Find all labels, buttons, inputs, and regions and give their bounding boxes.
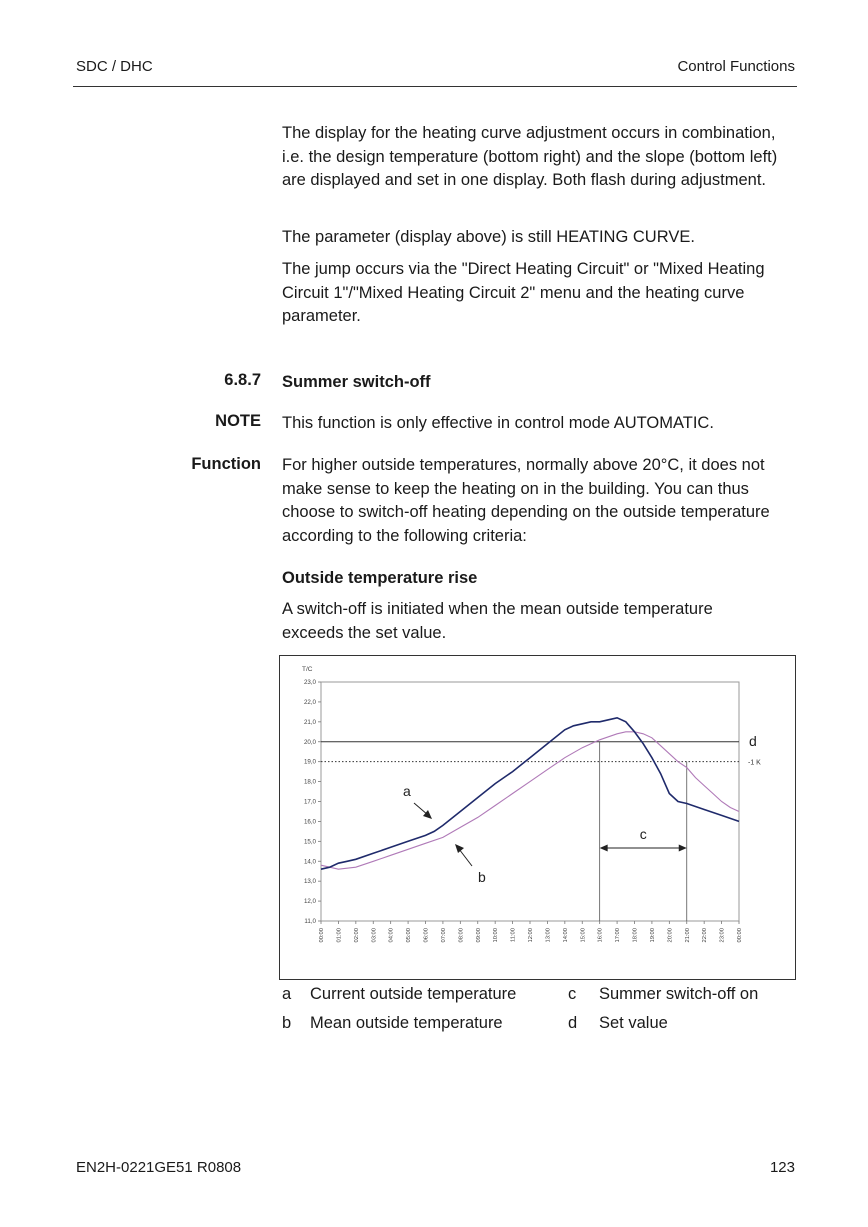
chart-figure: [279, 655, 796, 980]
y-tick-label: 22,0: [303, 698, 316, 706]
x-tick-label: 09:00: [475, 928, 482, 943]
note-label: NOTE: [215, 412, 261, 430]
legend-key-a: a: [282, 985, 292, 1003]
x-tick-label: 17:00: [615, 928, 622, 943]
x-tick-label: 08:00: [458, 928, 465, 943]
x-tick-label: 22:00: [702, 928, 709, 943]
threshold-label: -1 K: [748, 759, 761, 767]
legend-text-a: Current outside temperature: [310, 985, 517, 1003]
x-tick-label: 01:00: [336, 928, 343, 943]
legend-text-b: Mean outside temperature: [310, 1014, 503, 1032]
function-text: For higher outside temperatures, normally above 20°C, it does not make sense to keep the heating on in the building. You can thus choose to switch-off heating depending on the outside temperature according to the following criteria:: [282, 456, 770, 545]
y-tick-label: 18,0: [303, 778, 316, 786]
legend-text-d: Set value: [599, 1014, 668, 1032]
y-tick-label: 14,0: [303, 858, 316, 866]
x-tick-label: 19:00: [649, 928, 656, 943]
note-text: This function is only effective in control mode AUTOMATIC.: [282, 414, 714, 432]
x-tick-label: 18:00: [632, 928, 639, 943]
x-tick-label: 00:00: [319, 928, 325, 943]
function-label: Function: [191, 455, 261, 473]
page-number: 123: [769, 1159, 795, 1176]
switch-off-arrowhead-right: [679, 845, 687, 852]
annotation-arrow-b: [459, 849, 472, 866]
x-tick-label: 07:00: [440, 928, 447, 943]
header-chapter: Control Functions: [677, 58, 795, 75]
legend-text-c: Summer switch-off on: [599, 985, 759, 1003]
x-tick-label: 12:00: [528, 928, 534, 943]
x-tick-label: 02:00: [353, 928, 360, 943]
y-tick-label: 20,0: [303, 738, 316, 746]
x-tick-label: 13:00: [545, 928, 552, 943]
x-tick-label: 15:00: [580, 928, 587, 943]
header-doc-id: SDC / DHC: [76, 58, 153, 75]
x-tick-label: 11:00: [510, 928, 517, 943]
x-tick-label: 03:00: [371, 928, 378, 943]
subsection-title: Outside temperature rise: [282, 569, 478, 587]
annotation-label-a: a: [403, 783, 411, 799]
section-title: Summer switch-off: [282, 373, 431, 391]
annotation-arrowhead-b: [455, 844, 464, 853]
x-tick-label: 21:00: [684, 928, 691, 943]
plot-frame: [321, 682, 739, 921]
y-tick-label: 11,0: [304, 918, 316, 925]
header-rule: [73, 86, 797, 87]
y-tick-label: 15,0: [303, 838, 316, 846]
intro-paragraph-3: The jump occurs via the "Direct Heating Circuit" or "Mixed Heating Circuit 1"/"Mixed Heating Circuit 2" menu and the heating curve parameter.: [282, 260, 765, 325]
intro-paragraph-2: The parameter (display above) is still HEATING CURVE.: [282, 228, 695, 246]
section-number: 6.8.7: [224, 371, 261, 389]
footer-doc-code: EN2H-0221GE51 R0808: [76, 1159, 242, 1176]
legend-key-c: c: [568, 985, 577, 1003]
y-axis-label: T/C: [302, 666, 313, 673]
intro-paragraph-1: The display for the heating curve adjustment occurs in combination, i.e. the design temperature (bottom right) and the slope (bottom left) are displayed and set in one display. Both flash during adjustment.: [282, 124, 778, 189]
set-value-label: d: [749, 732, 757, 749]
annotation-label-b: b: [478, 869, 486, 885]
series-line-a: [321, 718, 739, 869]
x-tick-label: 05:00: [406, 928, 413, 943]
x-tick-label: 04:00: [388, 928, 395, 943]
temperature-chart: [280, 656, 795, 979]
x-tick-label: 00:00: [737, 928, 743, 943]
y-tick-label: 17,0: [303, 798, 316, 806]
y-tick-label: 23,0: [303, 679, 316, 686]
legend-key-d: d: [568, 1014, 578, 1032]
x-tick-label: 23:00: [719, 928, 726, 943]
x-tick-label: 16:00: [597, 928, 604, 943]
y-tick-label: 16,0: [303, 818, 316, 826]
x-tick-label: 20:00: [667, 928, 674, 943]
y-tick-label: 12,0: [303, 898, 316, 906]
y-tick-label: 13,0: [303, 878, 316, 886]
subsection-text: A switch-off is initiated when the mean outside temperature exceeds the set value.: [282, 600, 713, 642]
y-tick-label: 19,0: [303, 758, 316, 766]
x-tick-label: 10:00: [493, 928, 500, 943]
x-tick-label: 14:00: [562, 928, 569, 943]
legend-key-b: b: [282, 1014, 292, 1032]
switch-off-arrowhead-left: [600, 845, 608, 852]
y-tick-label: 21,0: [303, 718, 316, 726]
x-tick-label: 06:00: [423, 928, 430, 943]
switch-off-label: c: [639, 826, 647, 842]
